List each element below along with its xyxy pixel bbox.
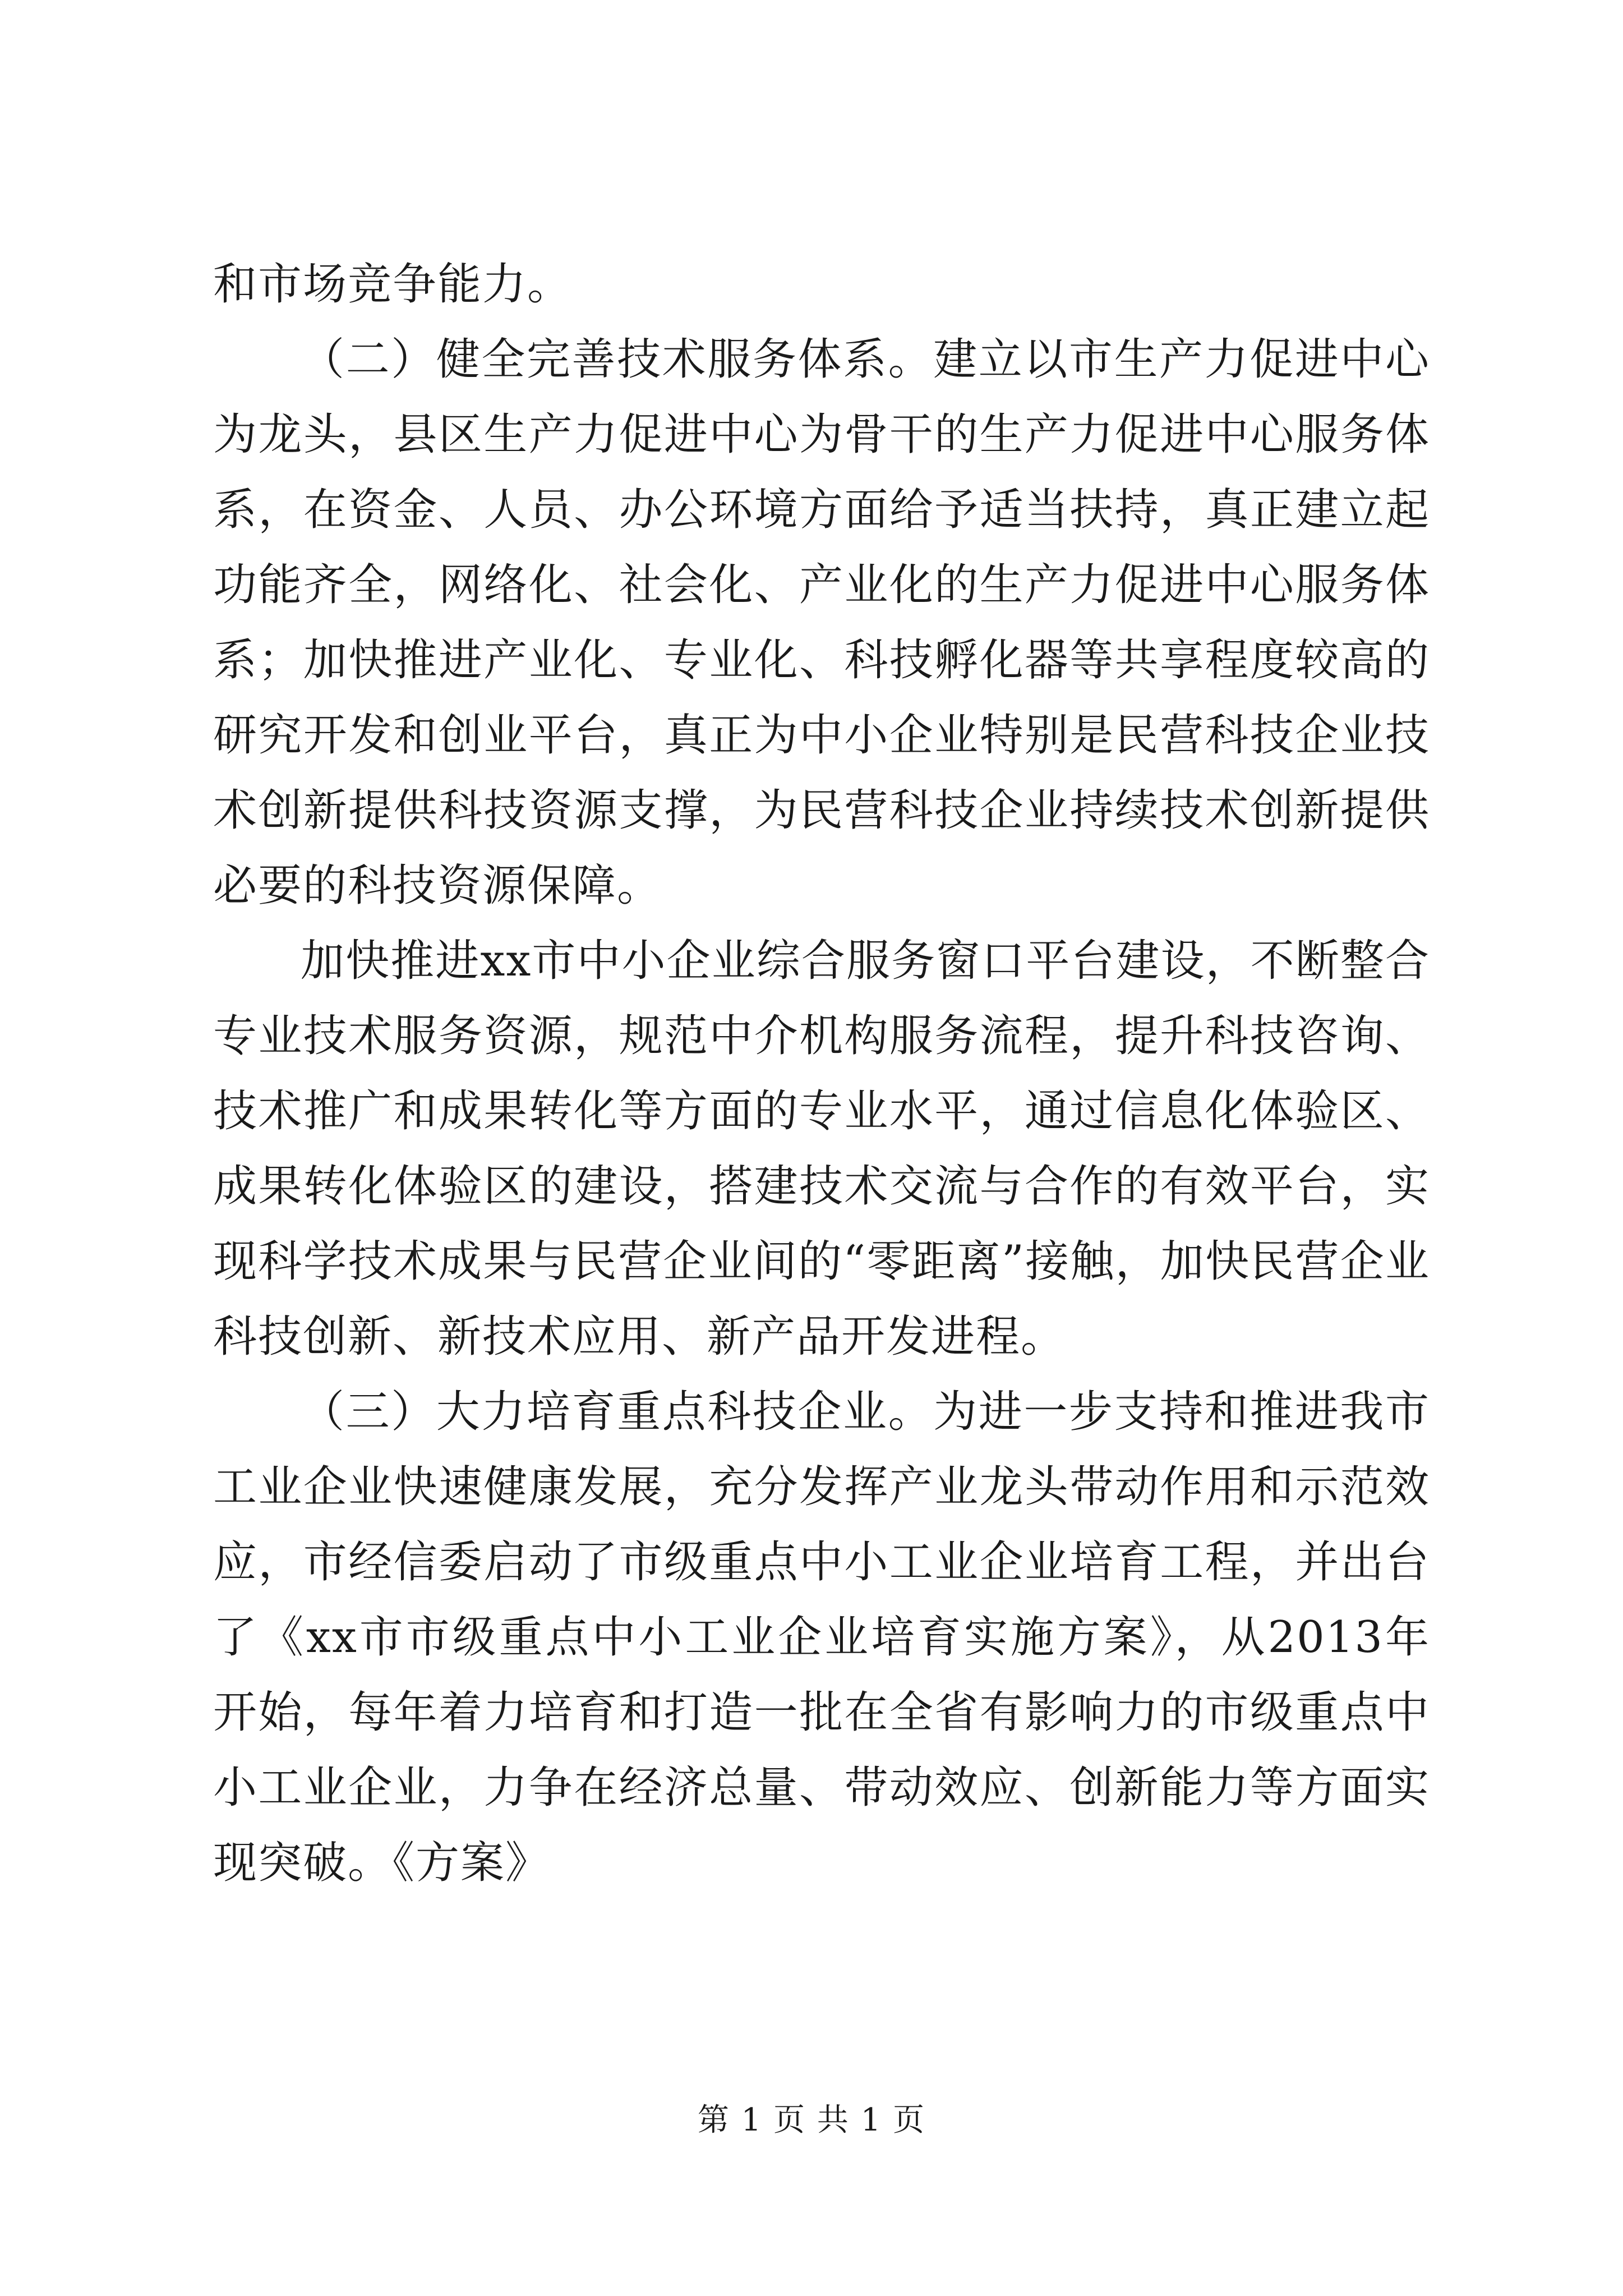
document-body — [213, 247, 1430, 1901]
paragraph-continuation: 和市场竞争能力。 — [213, 259, 573, 310]
paragraph-service-window-platform: 加快推进xx市中小企业综合服务窗口平台建设，不断整合专业技术服务资源，规范中介机构服务流程，提升科技咨询、技术推广和成果转化等方面的专业水平，通过信息化体验区、成果转化体验区的建设，搭建技术交流与合作的有效平台，实现科学技术成果与民营企业间的“零距离”接触，加快民营企业科技创新、新技术应用、新产品开发进程。 — [213, 936, 1430, 1362]
paragraph-technical-service-system: （二）健全完善技术服务体系。建立以市生产力促进中心为龙头，县区生产力促进中心为骨干的生产力促进中心服务体系，在资金、人员、办公环境方面给予适当扶持，真正建立起功能齐全，网络化、社会化、产业化的生产力促进中心服务体系；加快推进产业化、专业化、科技孵化器等共享程度较高的研究开发和创业平台，真正为中小企业特别是民营科技企业技术创新提供科技资源支撑，为民营科技企业持续技术创新提供必要的科技资源保障。 — [213, 334, 1430, 911]
page-number: 第 1 页 共 1 页 — [697, 2102, 926, 2138]
paragraph-key-tech-enterprises: （三）大力培育重点科技企业。为进一步支持和推进我市工业企业快速健康发展，充分发挥产业龙头带动作用和示范效应，市经信委启动了市级重点中小工业企业培育工程，并出台了《xx市市级重点中小工业企业培育实施方案》，从2013年开始，每年着力培育和打造一批在全省有影响力的市级重点中小工业企业，力争在经济总量、带动效应、创新能力等方面实现突破。《方案》 — [213, 1387, 1430, 1888]
page-footer — [0, 2101, 1623, 2140]
